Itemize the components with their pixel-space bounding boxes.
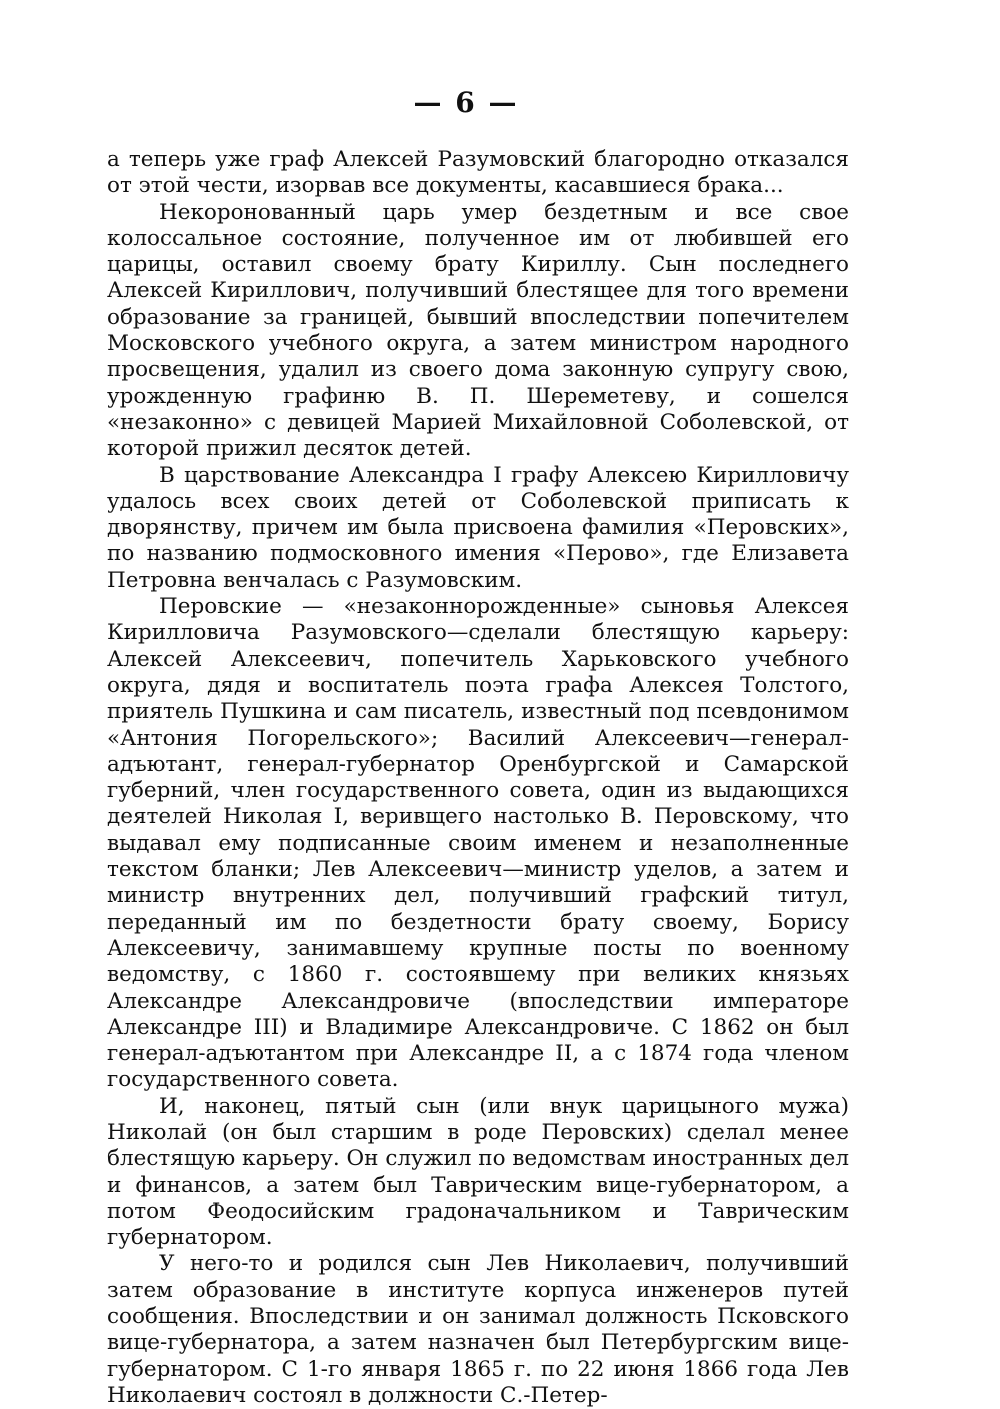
- book-page: [107, 85, 849, 1409]
- paragraph-6: У него-то и родился сын Лев Николаевич, получивший затем образование в институте корпуса инженеров путей сообщения. Впоследствии и он занимал должность Псковского вице-губернатора, а затем назначен был Петербургским вице-губернатором. С 1-го января 1865 г. по 22 июня 1866 года Лев Николаевич состоял в должности С.-Петер-: [107, 1251, 849, 1408]
- paragraph-5: И, наконец, пятый сын (или внук царицыного мужа) Николай (он был старшим в роде Перовских) сделал менее блестящую карьеру. Он служил по ведомствам иностранных дел и финансов, а затем был Таврическим вице-губернатором, а потом Феодосийским градоначальником и Таврическим губернатором.: [107, 1093, 850, 1251]
- paragraph-1: а теперь уже граф Алексей Разумовский благородно отказался от этой чести, изорвав все документы, касавшиеся брака...: [107, 147, 849, 199]
- paragraph-4: Перовские — «незаконнорожденные» сыновья Алексея Кирилловича Разумовского—сделали блестящую карьеру: Алексей Алексеевич, попечитель Харьковского учебного округа, дядя и воспитатель поэта графа Алексея Толстого, приятель Пушкина и сам писатель, известный под псевдонимом «Антония Погорельского»; Василий Алексеевич—генерал-адъютант, генерал-губернатор Оренбургской и Самарской губерний, член государственного совета, один из выдающихся деятелей Николая I, веривщего настолько В. Перовскому, что выдавал ему подписанные своим именем и незаполненные текстом бланки; Лев Алексеевич—министр уделов, а затем и министр внутренних дел, получивший графский титул, переданный им по бездетности брату своему, Борису Алексеевичу, занимавшему крупные посты по военному ведомству, с 1860 г. состоявшему при великих князьях Александре Александровиче (впоследствии императоре Александре III) и Владимире Александровиче. С 1862 он был генерал-адъютантом при Александре II, а с 1874 года членом государственного совета.: [107, 594, 849, 1093]
- paragraph-2: Некоронованный царь умер бездетным и все свое колоссальное состояние, полученное им от любившей его царицы, оставил своему брату Кириллу. Сын последнего Алексей Кириллович, получивший блестящее для того времени образование за границей, бывший впоследствии попечителем Московского учебного округа, а затем министром народного просвещения, удалил из своего дома законную супругу свою, урожденную графиню В. П. Шереметеву, и сошелся «незаконно» с девицей Марией Михайловной Соболевской, от которой прижил десяток детей.: [107, 199, 849, 462]
- page-number: — 6 —: [413, 86, 519, 119]
- paragraph-3: В царствование Александра I графу Алексею Кирилловичу удалось всех своих детей от Соболевской приписать к дворянству, причем им была присвоена фамилия «Перовских», по названию подмосковного имения «Перово», где Елизавета Петровна венчалась с Разумовским.: [107, 462, 849, 593]
